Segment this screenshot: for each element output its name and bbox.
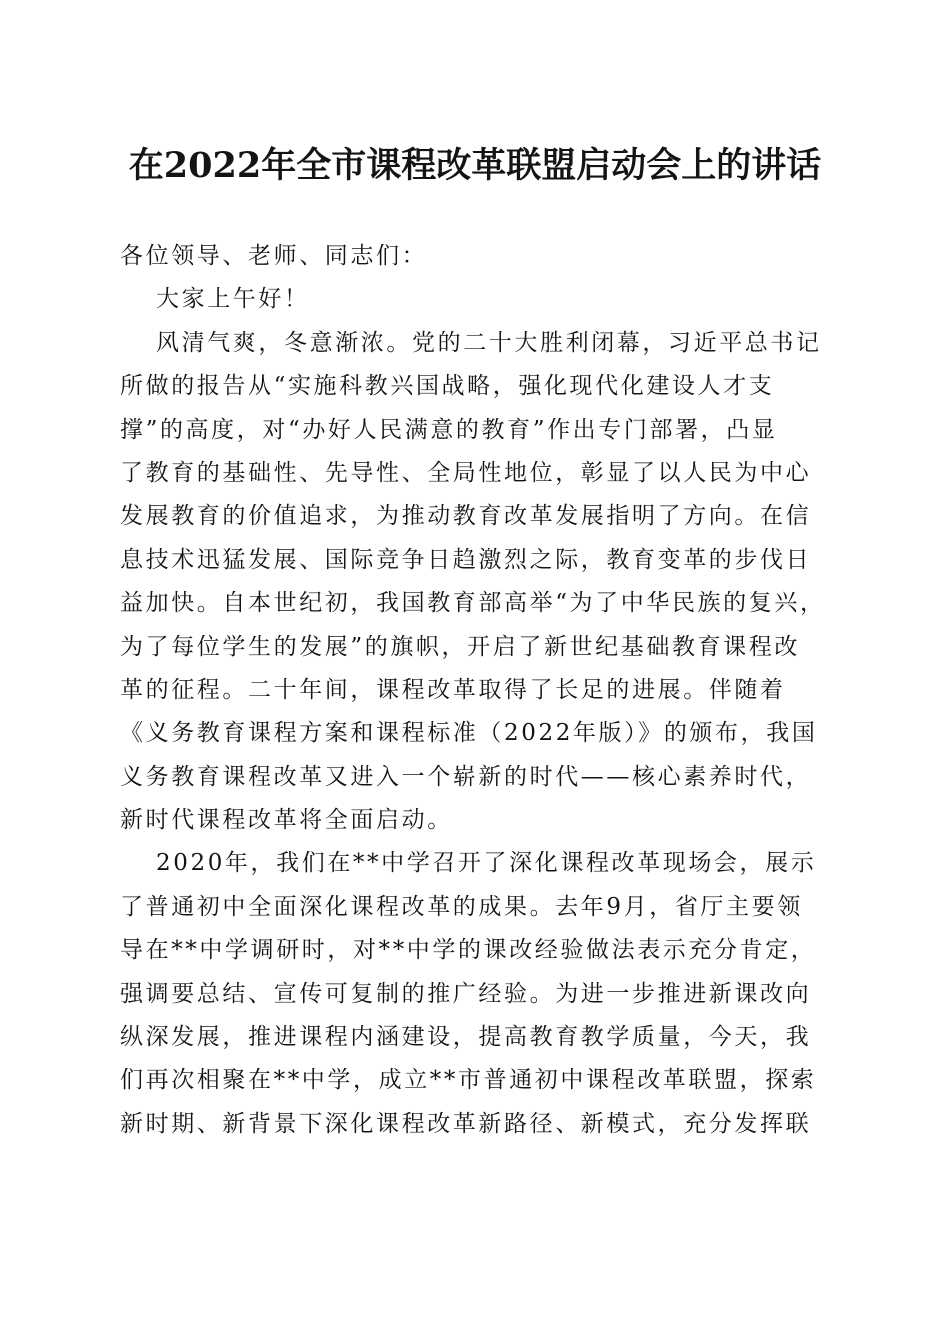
paragraph-line: 2020年，我们在**中学召开了深化课程改革现场会，展示 bbox=[156, 850, 817, 877]
paragraph-line: 新时期、新背景下深化课程改革新路径、新模式，充分发挥联 bbox=[120, 1110, 812, 1137]
document-body bbox=[120, 235, 840, 1146]
paragraph-line: 《义务教育课程方案和课程标准（2022年版）》的颁布，我国 bbox=[120, 720, 818, 747]
paragraph-line: 纵深发展，推进课程内涵建设，提高教育教学质量，今天，我 bbox=[120, 1024, 812, 1051]
paragraph-2 bbox=[120, 842, 840, 1146]
paragraph-line: 发展教育的价值追求，为推动教育改革发展指明了方向。在信 bbox=[120, 503, 812, 530]
paragraph-line: 们再次相聚在**中学，成立**市普通初中课程改革联盟，探索 bbox=[120, 1067, 817, 1094]
paragraph-line: 新时代课程改革将全面启动。 bbox=[120, 807, 453, 834]
paragraph-line: 益加快。自本世纪初，我国教育部高举“为了中华民族的复兴， bbox=[120, 590, 826, 617]
salutation: 各位领导、老师、同志们： bbox=[120, 243, 428, 269]
paragraph-line: 风清气爽，冬意渐浓。党的二十大胜利闭幕，习近平总书记 bbox=[156, 329, 822, 356]
paragraph-line: 了教育的基础性、先导性、全局性地位，彰显了以人民为中心 bbox=[120, 459, 812, 486]
paragraph-line: 所做的报告从“实施科教兴国战略，强化现代化建设人才支 bbox=[120, 373, 775, 400]
document-title: 在2022年全市课程改革联盟启动会上的讲话 bbox=[128, 145, 822, 186]
paragraph-line: 强调要总结、宣传可复制的推广经验。为进一步推进新课改向 bbox=[120, 980, 812, 1007]
paragraph-line: 义务教育课程改革又进入一个崭新的时代——核心素养时代， bbox=[120, 763, 812, 790]
paragraph-line: 撑”的高度，对“办好人民满意的教育”作出专门部署，凸显 bbox=[120, 416, 778, 443]
paragraph-1 bbox=[120, 322, 840, 843]
paragraph-line: 为了每位学生的发展”的旗帜，开启了新世纪基础教育课程改 bbox=[120, 633, 800, 660]
paragraph-line: 革的征程。二十年间，课程改革取得了长足的进展。伴随着 bbox=[120, 676, 786, 703]
paragraph-line: 导在**中学调研时，对**中学的课改经验做法表示充分肯定， bbox=[120, 937, 817, 964]
greeting: 大家上午好！ bbox=[156, 286, 310, 313]
paragraph-line: 息技术迅猛发展、国际竞争日趋激烈之际，教育变革的步伐日 bbox=[120, 546, 812, 573]
paragraph-line: 了普通初中全面深化课程改革的成果。去年9月，省厅主要领 bbox=[120, 893, 803, 920]
